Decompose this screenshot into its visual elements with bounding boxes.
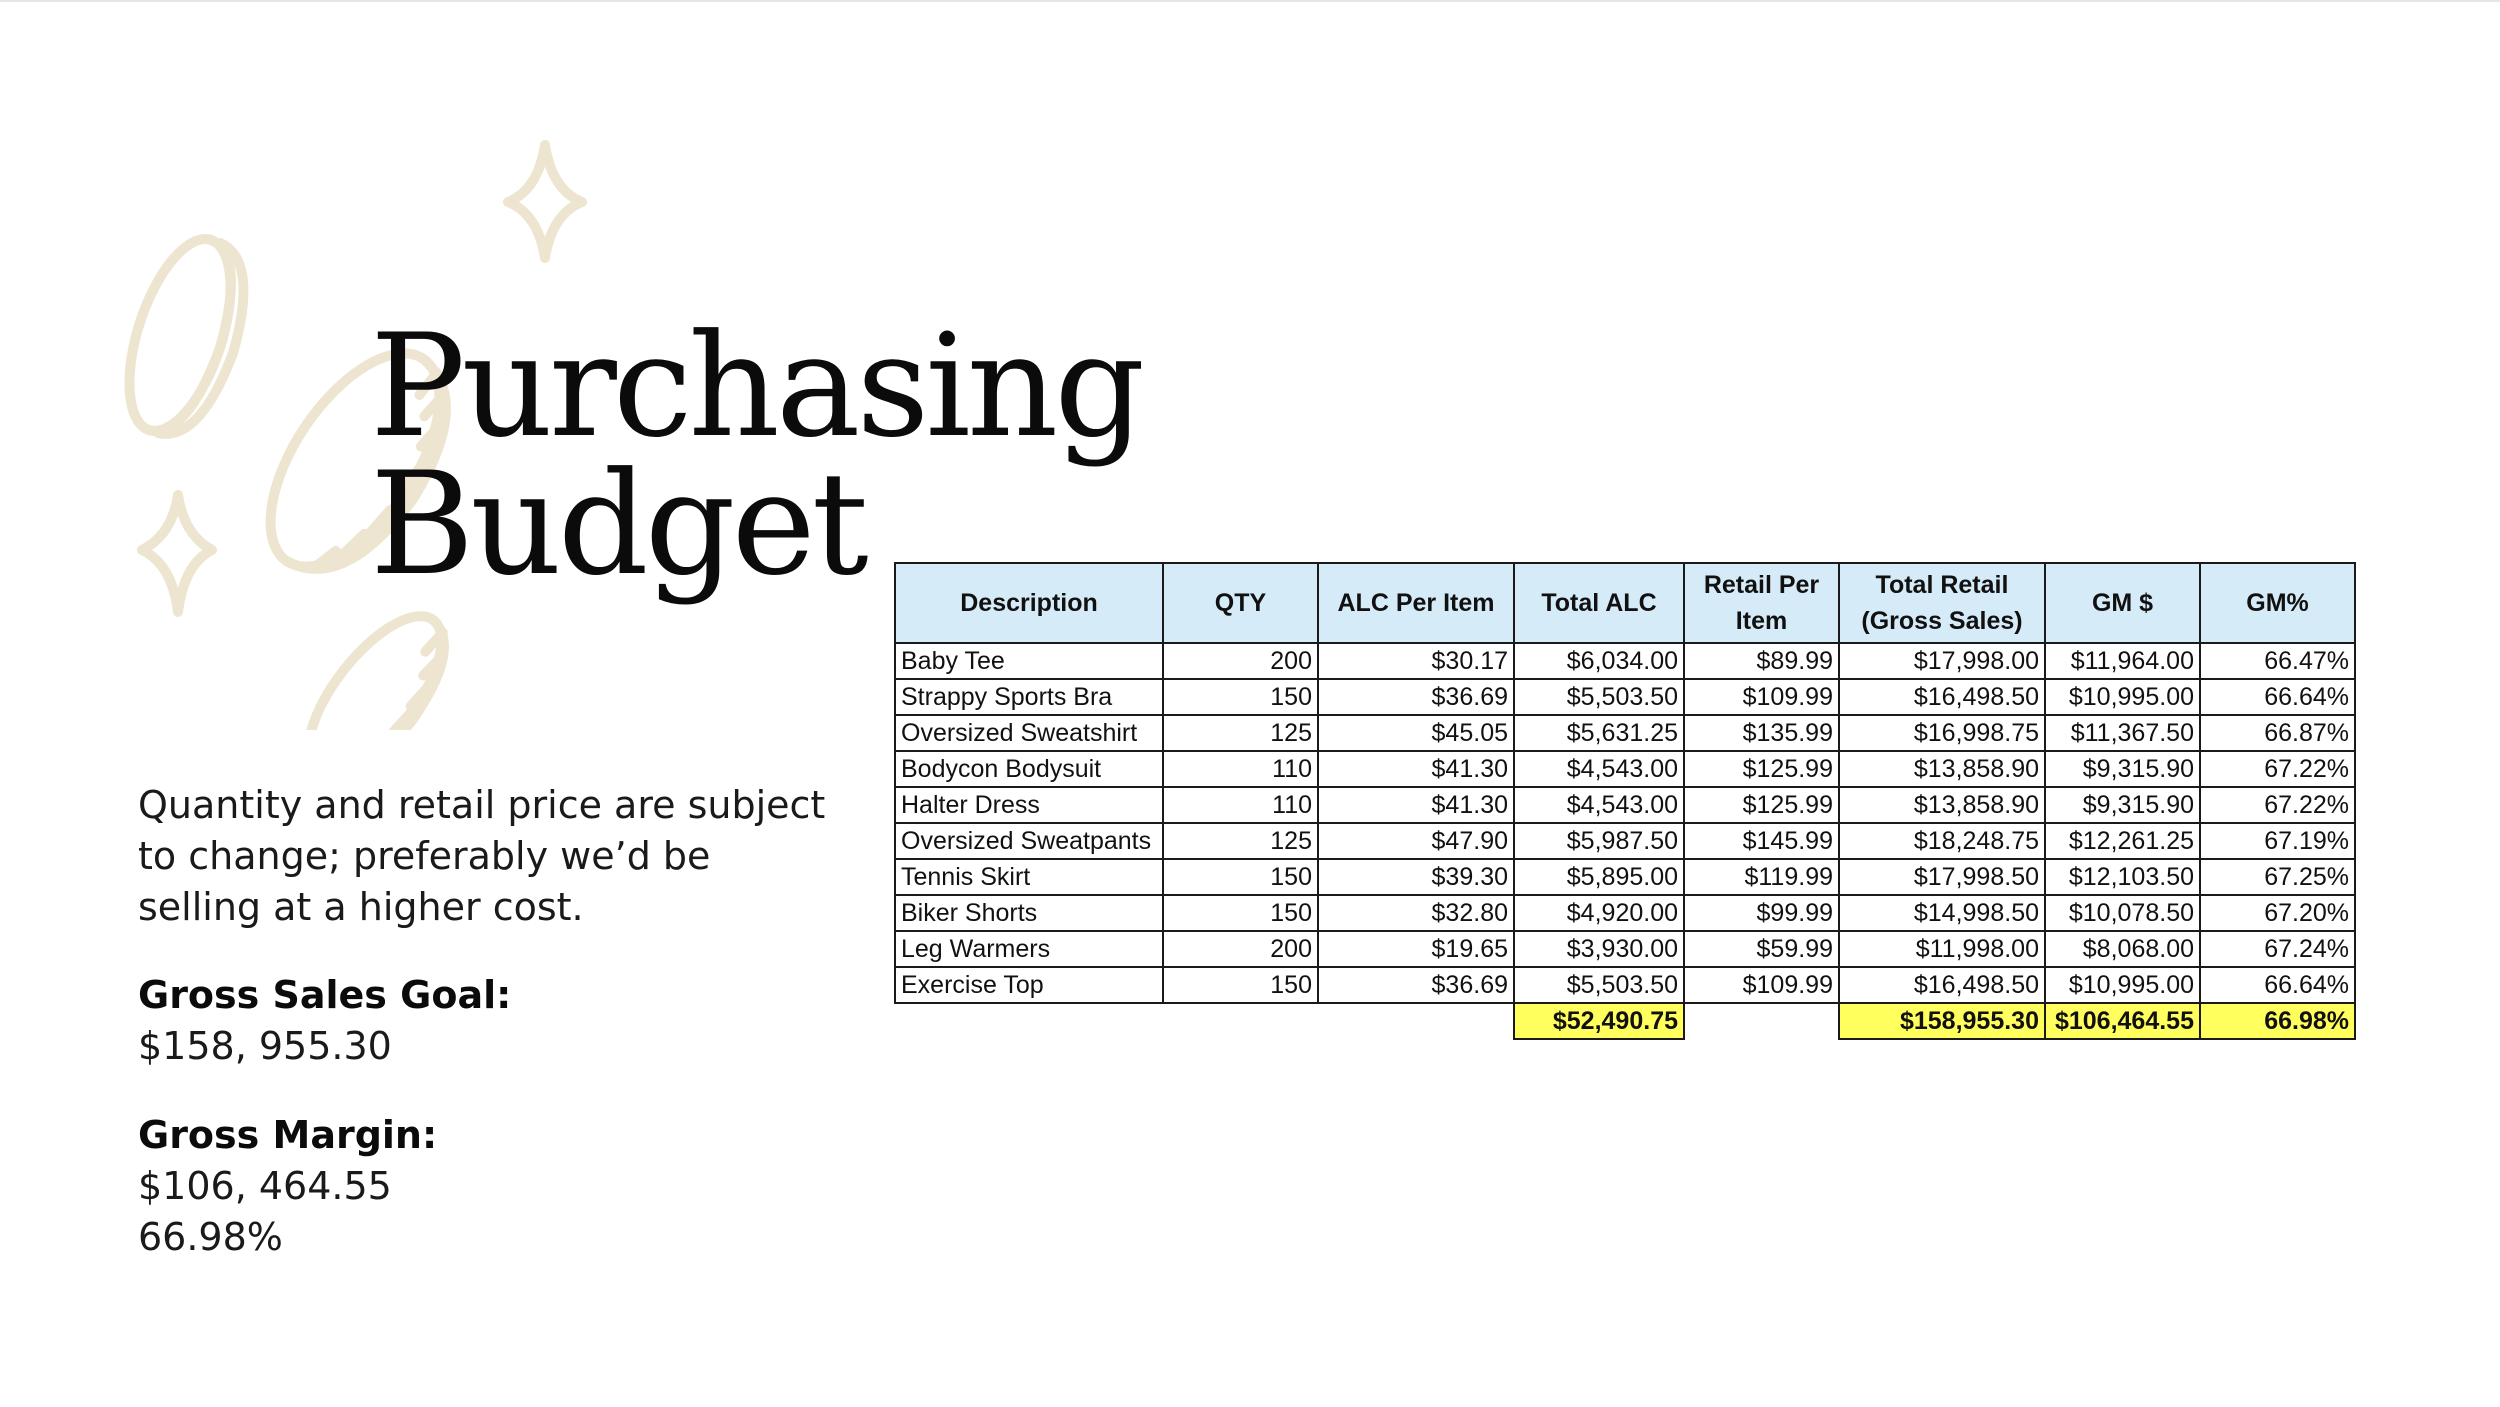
table-cell: $10,995.00 xyxy=(2045,679,2200,715)
table-cell: 150 xyxy=(1163,967,1318,1003)
table-cell: $125.99 xyxy=(1684,751,1839,787)
table-cell: $41.30 xyxy=(1318,787,1514,823)
table-cell: $16,998.75 xyxy=(1839,715,2045,751)
empty-cell xyxy=(1684,1003,1839,1039)
table-cell: $5,987.50 xyxy=(1514,823,1684,859)
table-cell: $3,930.00 xyxy=(1514,931,1684,967)
table-cell: $11,367.50 xyxy=(2045,715,2200,751)
table-cell: $4,920.00 xyxy=(1514,895,1684,931)
table-cell: $16,498.50 xyxy=(1839,967,2045,1003)
table-cell: 67.22% xyxy=(2200,787,2355,823)
gross-margin-percent: 66.98% xyxy=(138,1215,283,1259)
table-cell: $9,315.90 xyxy=(2045,751,2200,787)
table-cell: Oversized Sweatshirt xyxy=(895,715,1163,751)
table-cell: $12,103.50 xyxy=(2045,859,2200,895)
table-cell: Leg Warmers xyxy=(895,931,1163,967)
column-header: Total Retail (Gross Sales) xyxy=(1839,563,2045,643)
total-retail-cell: $158,955.30 xyxy=(1839,1003,2045,1039)
table-row xyxy=(895,931,2355,967)
table-cell: 67.22% xyxy=(2200,751,2355,787)
table-cell: Baby Tee xyxy=(895,643,1163,679)
table-cell: 150 xyxy=(1163,859,1318,895)
table-header-row xyxy=(895,563,2355,643)
gross-sales-goal xyxy=(138,970,738,1072)
table-cell: $13,858.90 xyxy=(1839,787,2045,823)
table-cell: $145.99 xyxy=(1684,823,1839,859)
table-cell: $13,858.90 xyxy=(1839,751,2045,787)
table-cell: $30.17 xyxy=(1318,643,1514,679)
table-cell: $4,543.00 xyxy=(1514,751,1684,787)
table-cell: 200 xyxy=(1163,643,1318,679)
table-cell: $47.90 xyxy=(1318,823,1514,859)
table-cell: $17,998.50 xyxy=(1839,859,2045,895)
gross-sales-goal-label: Gross Sales Goal: xyxy=(138,973,512,1017)
column-header: GM $ xyxy=(2045,563,2200,643)
table-row xyxy=(895,787,2355,823)
table-cell: Tennis Skirt xyxy=(895,859,1163,895)
table-row xyxy=(895,679,2355,715)
table-row xyxy=(895,715,2355,751)
table-cell: $19.65 xyxy=(1318,931,1514,967)
table-cell: $39.30 xyxy=(1318,859,1514,895)
table-cell: $9,315.90 xyxy=(2045,787,2200,823)
table-cell: $5,631.25 xyxy=(1514,715,1684,751)
gross-margin-label: Gross Margin: xyxy=(138,1113,438,1157)
table-cell: $14,998.50 xyxy=(1839,895,2045,931)
table-cell: $59.99 xyxy=(1684,931,1839,967)
title-line-1: Purchasing xyxy=(370,304,1142,469)
table-cell: $119.99 xyxy=(1684,859,1839,895)
table-cell: $10,995.00 xyxy=(2045,967,2200,1003)
table-cell: 66.87% xyxy=(2200,715,2355,751)
table-cell: Halter Dress xyxy=(895,787,1163,823)
table-cell: $12,261.25 xyxy=(2045,823,2200,859)
table-cell: 67.19% xyxy=(2200,823,2355,859)
coin-icon xyxy=(120,227,264,447)
coin-icon xyxy=(285,596,469,730)
table-cell: Oversized Sweatpants xyxy=(895,823,1163,859)
table-cell: $16,498.50 xyxy=(1839,679,2045,715)
sparkle-icon xyxy=(142,495,212,612)
table-cell: $11,964.00 xyxy=(2045,643,2200,679)
table-cell: Exercise Top xyxy=(895,967,1163,1003)
pricing-note: Quantity and retail price are subject to change; preferably we’d be selling at a higher cost. xyxy=(138,783,826,929)
empty-cell xyxy=(895,1003,1163,1039)
table-cell: $135.99 xyxy=(1684,715,1839,751)
table-cell: $32.80 xyxy=(1318,895,1514,931)
empty-cell xyxy=(1163,1003,1318,1039)
table-cell: 150 xyxy=(1163,679,1318,715)
column-header: ALC Per Item xyxy=(1318,563,1514,643)
column-header: GM% xyxy=(2200,563,2355,643)
table-cell: $125.99 xyxy=(1684,787,1839,823)
column-header: Total ALC xyxy=(1514,563,1684,643)
table-cell: $41.30 xyxy=(1318,751,1514,787)
table-cell: $5,503.50 xyxy=(1514,967,1684,1003)
title-line-2: Budget xyxy=(370,442,865,607)
table-cell: 150 xyxy=(1163,895,1318,931)
table-cell: 66.64% xyxy=(2200,967,2355,1003)
table-cell: 125 xyxy=(1163,715,1318,751)
column-header: Retail Per Item xyxy=(1684,563,1839,643)
gross-margin xyxy=(138,1110,738,1263)
table-cell: $10,078.50 xyxy=(2045,895,2200,931)
gross-margin-value: $106, 464.55 xyxy=(138,1164,392,1208)
table-cell: 67.20% xyxy=(2200,895,2355,931)
table-row xyxy=(895,643,2355,679)
table-cell: $89.99 xyxy=(1684,643,1839,679)
empty-cell xyxy=(1318,1003,1514,1039)
table-cell: $5,895.00 xyxy=(1514,859,1684,895)
table-cell: $109.99 xyxy=(1684,679,1839,715)
table-cell: 67.25% xyxy=(2200,859,2355,895)
table-row xyxy=(895,751,2355,787)
totals-row xyxy=(895,1003,2355,1039)
table-cell: $5,503.50 xyxy=(1514,679,1684,715)
table-cell: $36.69 xyxy=(1318,679,1514,715)
total-gm-percent-cell: 66.98% xyxy=(2200,1003,2355,1039)
table-cell: Biker Shorts xyxy=(895,895,1163,931)
table-cell: $18,248.75 xyxy=(1839,823,2045,859)
table-cell: 125 xyxy=(1163,823,1318,859)
total-gm-dollars-cell: $106,464.55 xyxy=(2045,1003,2200,1039)
budget-table xyxy=(894,562,2356,1040)
top-divider xyxy=(0,0,2500,2)
table-cell: 66.64% xyxy=(2200,679,2355,715)
table-cell: Bodycon Bodysuit xyxy=(895,751,1163,787)
table-cell: $17,998.00 xyxy=(1839,643,2045,679)
table-cell: 200 xyxy=(1163,931,1318,967)
table-row xyxy=(895,967,2355,1003)
table-row xyxy=(895,823,2355,859)
table-cell: $109.99 xyxy=(1684,967,1839,1003)
table-cell: 110 xyxy=(1163,787,1318,823)
table-row xyxy=(895,859,2355,895)
table-cell: Strappy Sports Bra xyxy=(895,679,1163,715)
table-row xyxy=(895,895,2355,931)
table-cell: 66.47% xyxy=(2200,643,2355,679)
table-cell: 110 xyxy=(1163,751,1318,787)
table-cell: $8,068.00 xyxy=(2045,931,2200,967)
gross-sales-goal-value: $158, 955.30 xyxy=(138,1024,392,1068)
total-alc-cell: $52,490.75 xyxy=(1514,1003,1684,1039)
table-cell: $6,034.00 xyxy=(1514,643,1684,679)
table-cell: $99.99 xyxy=(1684,895,1839,931)
table-cell: 67.24% xyxy=(2200,931,2355,967)
column-header: Description xyxy=(895,563,1163,643)
table-cell: $11,998.00 xyxy=(1839,931,2045,967)
table-cell: $45.05 xyxy=(1318,715,1514,751)
column-header: QTY xyxy=(1163,563,1318,643)
sparkle-icon xyxy=(508,145,582,258)
table-cell: $36.69 xyxy=(1318,967,1514,1003)
table-cell: $4,543.00 xyxy=(1514,787,1684,823)
